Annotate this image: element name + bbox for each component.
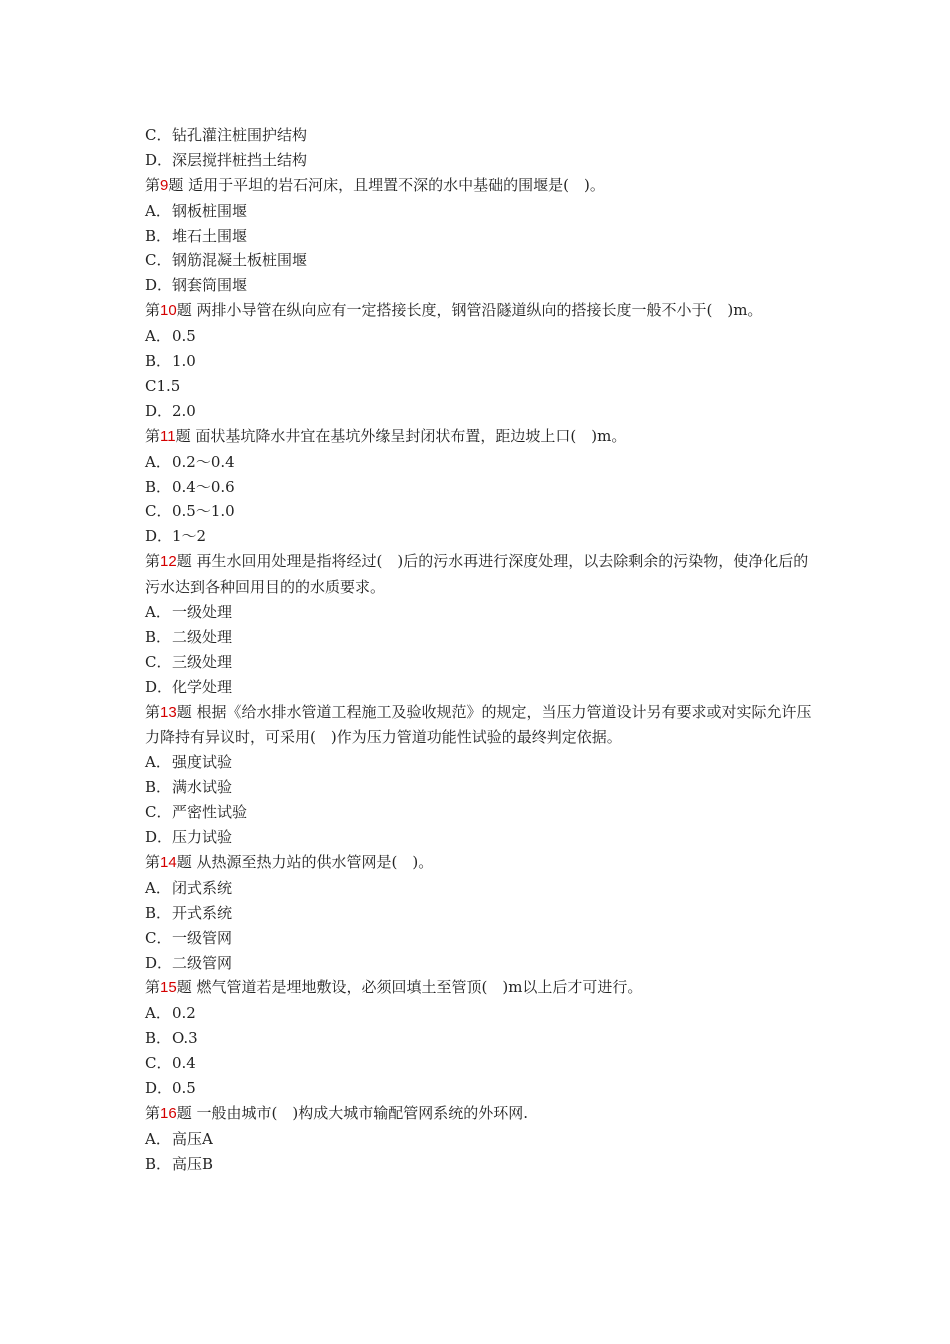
option-text: 钢套筒围堰 [172,276,248,295]
question-text: 两排小导管在纵向应有一定搭接长度，钢管沿隧道纵向的搭接长度一般不小于( )m。 [196,301,763,320]
answer-option [145,349,815,374]
question-text: 再生水回用处理是指将经过( )后的污水再进行深度处理，以去除剩余的污染物，使净化后的污水达到各种回用目的的水质要求。 [145,552,809,597]
option-letter: D． [145,953,173,972]
option-letter: D． [145,401,173,420]
question-number: 12 [160,553,177,571]
answer-option [145,224,815,249]
answer-option [145,876,815,901]
answer-option [145,123,815,148]
question-prefix: 第 [145,426,161,445]
question-text: 从热源至热力站的供水管网是( )。 [196,852,434,871]
option-text: 0.5 [172,1078,196,1097]
option-letter: A． [145,1004,171,1023]
option-text: 0.4～0.6 [172,477,235,496]
option-letter: B． [145,226,172,245]
option-text: 0.5 [172,327,196,346]
question-prefix: 第 [145,175,161,194]
option-letter: D． [145,150,173,169]
answer-option [145,800,815,825]
option-text: 二级处理 [172,627,233,646]
question-suffix: 题 [176,552,192,571]
answer-option [145,625,815,650]
answer-option [145,1001,815,1026]
answer-option [145,675,815,700]
option-text: 满水试验 [172,778,233,797]
option-letter: A． [145,753,171,772]
answer-option [145,825,815,850]
question-prefix: 第 [145,552,161,571]
answer-option [145,450,815,475]
option-letter: B． [145,1029,172,1048]
answer-option [145,248,815,273]
answer-option [145,926,815,951]
question-stem [145,850,815,876]
document-body [145,123,815,1177]
answer-option [145,901,815,926]
option-text: 一级处理 [172,603,233,621]
option-text: O.3 [172,1029,198,1048]
answer-option [145,1127,815,1152]
question-text: 燃气管道若是埋地敷设，必须回填土至管顶( )m以上后才可进行。 [196,978,643,997]
question-number: 9 [160,176,169,194]
option-letter: C． [145,652,172,671]
question-text: 一般由城市( )构成大城市输配管网系统的外环网. [196,1103,528,1122]
question-text: 面状基坑降水井宜在基坑外缘呈封闭状布置，距边坡上口( )m。 [195,426,627,445]
answer-option [145,750,815,775]
option-letter: D． [145,828,173,847]
question-stem [145,424,815,450]
option-letter: C [145,376,157,395]
answer-option [145,775,815,800]
option-text: 深层搅拌桩挡土结构 [172,150,308,169]
question-number: 15 [160,979,177,997]
option-text: 强度试验 [172,753,233,772]
question-stem [145,298,815,324]
option-letter: A． [145,1129,171,1148]
option-letter: A． [145,603,171,621]
option-letter: C． [145,502,172,521]
question-suffix: 题 [176,978,192,997]
option-text: 0.5～1.0 [172,502,235,521]
option-letter: D． [145,527,173,546]
question-prefix: 第 [145,301,161,320]
option-text: 高压B [172,1154,214,1173]
question-prefix: 第 [145,978,161,997]
question-suffix: 题 [176,301,192,320]
question-suffix: 题 [168,175,184,194]
answer-option [145,600,815,625]
answer-option [145,324,815,349]
option-text: 2.0 [172,401,196,420]
question-suffix: 题 [176,852,192,871]
question-stem [145,975,815,1001]
question-prefix: 第 [145,702,161,721]
option-text: 闭式系统 [172,878,233,897]
option-letter: A． [145,878,171,897]
option-text: 钢板桩围堰 [172,201,248,220]
option-text: 一级管网 [172,928,233,947]
option-letter: B． [145,352,172,371]
question-number: 10 [160,302,177,320]
option-letter: B． [145,1154,172,1173]
option-text: 堆石土围堰 [172,226,248,245]
question-number: 14 [160,853,177,871]
question-number: 13 [160,703,177,721]
question-number: 11 [160,427,176,445]
option-letter: D． [145,276,173,295]
answer-option [145,951,815,976]
option-letter: C． [145,928,172,947]
option-text: 压力试验 [172,828,233,847]
option-text: 1～2 [172,527,207,546]
answer-option [145,1152,815,1177]
option-text: 1.5 [156,376,181,395]
option-letter: B． [145,627,172,646]
answer-option [145,199,815,224]
option-letter: C． [145,251,172,270]
option-text: 三级处理 [172,652,233,671]
answer-option [145,273,815,298]
option-letter: A． [145,452,171,471]
answer-option [145,148,815,173]
answer-option [145,650,815,675]
answer-option [145,1076,815,1101]
option-letter: D． [145,1078,173,1097]
answer-option [145,475,815,500]
question-stem [145,173,815,199]
answer-option [145,399,815,424]
option-text: 严密性试验 [172,803,248,822]
question-stem [145,549,815,600]
question-suffix: 题 [176,702,192,721]
answer-option [145,499,815,524]
question-number: 16 [160,1104,177,1122]
option-letter: A． [145,201,171,220]
option-text: 高压A [172,1129,213,1148]
option-letter: B． [145,477,172,496]
option-letter: C． [145,1054,172,1073]
question-stem [145,1101,815,1127]
answer-option [145,1026,815,1051]
answer-option [145,374,815,399]
question-suffix: 题 [175,426,191,445]
option-text: 1.0 [172,352,196,371]
question-prefix: 第 [145,852,161,871]
option-text: 化学处理 [172,677,233,696]
option-letter: D． [145,677,173,696]
option-text: 0.2 [172,1004,196,1023]
answer-option [145,1051,815,1076]
option-letter: B． [145,778,172,797]
question-stem [145,700,815,751]
option-text: 二级管网 [172,953,233,972]
option-text: 开式系统 [172,903,233,922]
option-letter: C． [145,803,172,822]
question-suffix: 题 [176,1103,192,1122]
option-text: 钻孔灌注桩围护结构 [172,126,308,144]
option-text: 钢筋混凝土板桩围堰 [172,251,308,270]
option-letter: A． [145,327,171,346]
option-text: 0.2～0.4 [172,452,235,471]
question-text: 适用于平坦的岩石河床，且埋置不深的水中基础的围堰是( )。 [188,175,605,194]
answer-option [145,524,815,549]
question-prefix: 第 [145,1103,161,1122]
option-text: 0.4 [172,1054,196,1073]
option-letter: C． [145,126,172,144]
option-letter: B． [145,903,172,922]
question-text: 根据《给水排水管道工程施工及验收规范》的规定，当压力管道设计另有要求或对实际允许压力降持有异议时，可采用( )作为压力管道功能性试验的最终判定依据。 [145,702,812,747]
